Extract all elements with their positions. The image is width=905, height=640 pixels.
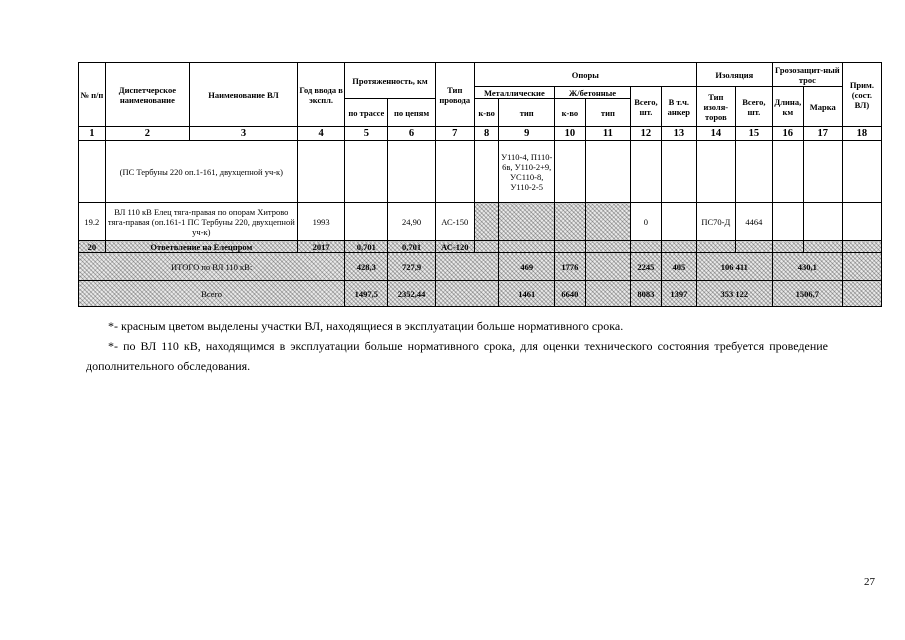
table-row [79,141,882,203]
header-ins-total: Всего, шт. [735,87,772,127]
header-length: Протяженность, км [345,63,435,99]
column-numbers-row [79,127,882,141]
cell-num: 20 [79,241,106,253]
header-ins-type: Тип изоля-торов [696,87,735,127]
page-number: 27 [864,576,875,588]
header-note: Прим. (сост. ВЛ) [842,63,881,127]
cell-dispatcher: (ПС Тербуны 220 оп.1-161, двухцепной уч-к) [105,141,297,203]
cell-total-pcs: 0 [631,203,662,241]
cell-ins-total: 4464 [735,203,772,241]
col-number: 1 [79,127,106,141]
col-number: 2 [105,127,189,141]
header-concrete-type: тип [585,99,630,127]
col-number: 3 [190,127,298,141]
itogo-metal-total: 469 [499,253,555,281]
footnote-inspection: *- по ВЛ 110 кВ, находящимся в эксплуатации больше нормативного срока, для оценки технического состояния требуется проведение дополнительного обследования. [86,339,828,373]
col-number: 10 [554,127,585,141]
header-metal-count: к-во [474,99,499,127]
header-supports: Опоры [474,63,696,87]
itogo-length-circuits: 727,9 [388,253,435,281]
col-number: 18 [842,127,881,141]
col-number: 4 [297,127,344,141]
col-number: 16 [772,127,803,141]
itogo-ins-total: 106 411 [696,253,772,281]
header-metal-type: тип [499,99,555,127]
header-num: № п/п [79,63,106,127]
cell-length-circuits: 24,90 [388,203,435,241]
header-concrete-count: к-во [554,99,585,127]
itogo-gw-length: 430,1 [772,253,842,281]
header-line-name: Наименование ВЛ [190,63,298,127]
vsego-row [79,281,882,307]
header-insulation: Изоляция [696,63,772,87]
power-lines-table [78,62,882,307]
col-number: 5 [345,127,388,141]
col-number: 17 [803,127,842,141]
cell-line-name: Ответвление на Елецпром [105,241,297,253]
itogo-row [79,253,882,281]
col-number: 8 [474,127,499,141]
vsego-length-route: 1497,5 [345,281,388,307]
header-length-circuits: по цепям [388,99,435,127]
col-number: 13 [661,127,696,141]
vsego-length-circuits: 2352,44 [388,281,435,307]
cell-metal-type: У110-4, П110-6в, У110-2+9, УС110-8, У110-2-5 [499,141,555,203]
cell-line-name: ВЛ 110 кВ Елец тяга-правая по опорам Хитрово тяга-правая (оп.161-1 ПС Тербуны 220, двухцепной уч-к) [105,203,297,241]
table-row [79,241,882,253]
header-metal: Металлические [474,87,554,99]
header-anchor: В т.ч. анкер [661,87,696,127]
col-number: 6 [388,127,435,141]
vsego-ins-total: 353 122 [696,281,772,307]
col-number: 12 [631,127,662,141]
vsego-metal-total: 1461 [499,281,555,307]
header-year: Год ввода в экспл. [297,63,344,127]
col-number: 7 [435,127,474,141]
cell-num: 19.2 [79,203,106,241]
footnote-red-sections: *- красным цветом выделены участки ВЛ, находящиеся в эксплуатации больше нормативного срока. [108,319,624,333]
cell-year: 2017 [297,241,344,253]
itogo-length-route: 428,3 [345,253,388,281]
vsego-label: Всего [79,281,345,307]
header-gw-brand: Марка [803,87,842,127]
cell-length-circuits: 0,701 [388,241,435,253]
vsego-anchor: 1397 [661,281,696,307]
header-gw-length: Длина, км [772,87,803,127]
header-total-pcs: Всего, шт. [631,87,662,127]
table-row [79,203,882,241]
cell-length-route: 0,701 [345,241,388,253]
header-ground-wire: Грозозащит-ный трос [772,63,842,87]
cell-ins-type: ПС70-Д [696,203,735,241]
itogo-anchor: 405 [661,253,696,281]
vsego-gw-length: 1506,7 [772,281,842,307]
header-length-route: по трассе [345,99,388,127]
itogo-total-pcs: 2245 [631,253,662,281]
vsego-total-pcs: 8083 [631,281,662,307]
cell-year: 1993 [297,203,344,241]
itogo-label: ИТОГО по ВЛ 110 кВ: [79,253,345,281]
header-wire-type: Тип провода [435,63,474,127]
itogo-concrete-total: 1776 [554,253,585,281]
col-number: 15 [735,127,772,141]
col-number: 14 [696,127,735,141]
footnotes [86,316,828,376]
col-number: 11 [585,127,630,141]
vsego-concrete-total: 6640 [554,281,585,307]
col-number: 9 [499,127,555,141]
cell-wire-type: АС-120 [435,241,474,253]
cell-wire-type: АС-150 [435,203,474,241]
header-concrete: Ж/бетонные [554,87,630,99]
header-dispatcher: Диспетчерское наименование [105,63,189,127]
